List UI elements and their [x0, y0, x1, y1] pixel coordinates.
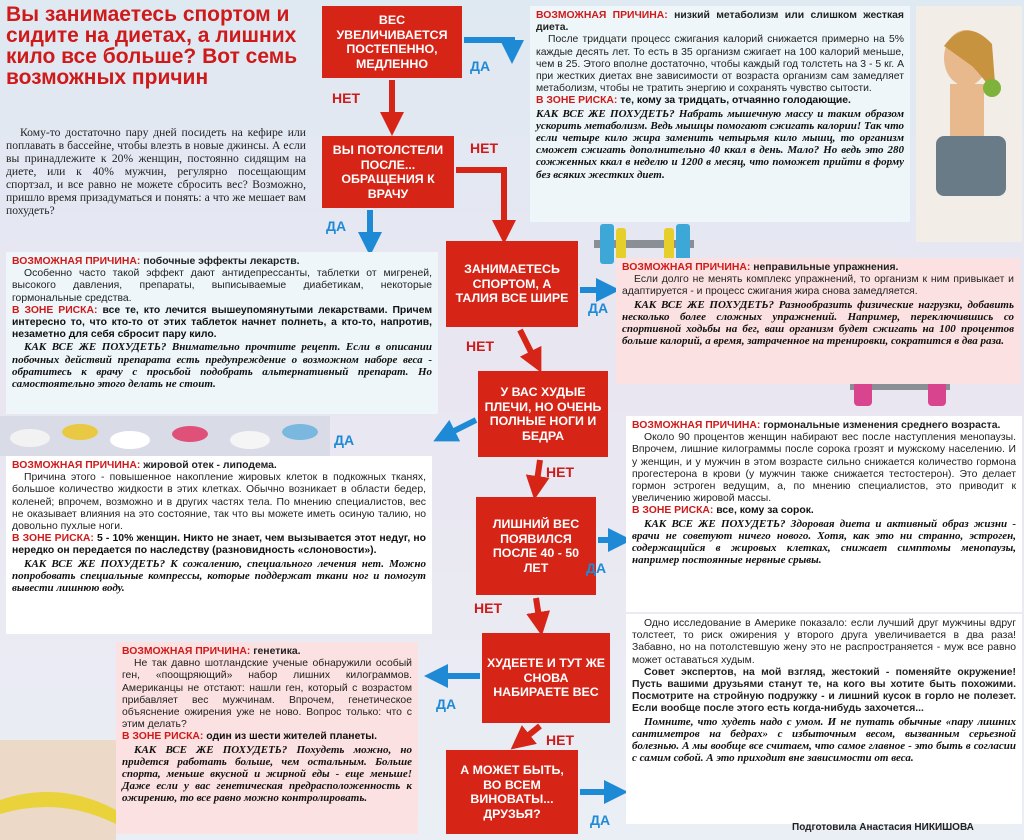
risk-text: все те, кто лечится вышеупомянутыми лекарствами. Причем интересно то, что кто-то от этих таблеток начнет полнеть, а кто-то, напротив, незаметно для себя сбросит пару кило.	[12, 304, 433, 341]
no-arrow-4	[536, 460, 540, 488]
risk-label: В ЗОНЕ РИСКА:	[536, 95, 618, 107]
cause-text: неправильные упражнения.	[753, 262, 899, 273]
question-1-text: ВЕС УВЕЛИЧИВАЕТСЯ ПОСТЕПЕННО, МЕДЛЕННО	[336, 13, 448, 71]
cause-text: побочные эффекты лекарств.	[143, 256, 300, 267]
cause-description: Причина этого - повышенное накопление жировых клеток в подкожных тканях, большое количество жидкости в этих клетках. Обычно возникает в области бедер, коленей; впрочем, возможно и в других частях тела. По мнению специалистов, вес не оказывает влияния на это состояние, так что вы можете иметь осиную талию, но довольно пухлые ноги.	[12, 472, 426, 533]
question-sport-waist	[446, 241, 578, 327]
no-arrow-5	[536, 598, 540, 624]
yes-label: ДА	[436, 696, 457, 712]
no-arrow-6	[520, 726, 540, 742]
risk-label: В ЗОНЕ РИСКА:	[122, 731, 204, 743]
cause-description: Особенно часто такой эффект дают антидепрессанты, таблетки от мигреней, высокого давления, препараты, выписываемые диабетикам, некоторые гормональные средства.	[12, 268, 432, 304]
no-label: НЕТ	[332, 90, 360, 106]
how-label: КАК ВСЕ ЖЕ ПОХУДЕТЬ?	[134, 743, 288, 756]
cause-text: генетика.	[253, 646, 301, 657]
cause-label: ВОЗМОЖНАЯ ПРИЧИНА:	[536, 10, 668, 21]
yes-arrow-1	[464, 40, 512, 52]
how-label: КАК ВСЕ ЖЕ ПОХУДЕТЬ?	[644, 517, 786, 530]
cause-label: ВОЗМОЖНАЯ ПРИЧИНА:	[622, 262, 751, 273]
question-friends	[446, 750, 578, 834]
cause-description: После тридцати процесс сжигания калорий снижается примерно на 5% каждые десять лет. То есть в 35 организм сжигает на 100 калорий меньше, чем в 25. Этого вполне достаточно, чтобы каждый год толстеть на 3 - 5 кг. А при жестких диетах вне зависимости от возраста организм сам замедляет метаболизм, чтобы не тратить энергию и сохранять чувство сытости.	[536, 34, 904, 95]
how-label: КАК ВСЕ ЖЕ ПОХУДЕТЬ?	[24, 557, 166, 570]
yes-label: ДА	[586, 560, 607, 576]
risk-text: те, кому за тридцать, отчаянно голодающие.	[620, 95, 851, 107]
question-3-text: ЗАНИМАЕТЕСЬ СПОРТОМ, А ТАЛИЯ ВСЕ ШИРЕ	[455, 262, 569, 306]
no-label: НЕТ	[474, 600, 502, 616]
no-arrow-3	[520, 330, 536, 362]
question-after-doctor	[322, 136, 454, 208]
friends-box	[626, 614, 1022, 824]
question-weight-gradual	[322, 6, 462, 78]
cause-exercise-box	[616, 258, 1020, 384]
yes-label: ДА	[470, 58, 491, 74]
intro-text: Кому-то достаточно пару дней посидеть на кефире или поплавать в бассейне, чтобы влезть в новые джинсы. А если вы принадлежите к 20% женщин, постоянно сидящим на диете, или к 40% мужчин, регулярно посещающим спортзал, и все равно не можете сбросить вес? Возможно, пришло время призадуматься и понять: а что же мешает вам похудеть?	[6, 126, 306, 217]
how-text: Внимательно прочтите рецепт. Если в описании побочных действий препарата есть предупреждение о возможном наборе веса - обратитесь к врачу с просьбой подобрать альтернативный препарат. Но самостоятельно этого делать не стоит.	[12, 341, 432, 391]
cause-text: гормональные изменения среднего возраста.	[763, 420, 1001, 431]
risk-label: В ЗОНЕ РИСКА:	[12, 304, 98, 316]
no-arrow-2	[456, 170, 504, 232]
question-6-text: ХУДЕЕТЕ И ТУТ ЖЕ СНОВА НАБИРАЕТЕ ВЕС	[486, 656, 606, 700]
cause-genetics-box	[116, 642, 418, 834]
yes-label: ДА	[590, 812, 611, 828]
risk-text: 5 - 10% женщин. Никто не знает, чем вызывается этот недуг, но нередко он передается по наследству (разновидность «слоновости»).	[12, 533, 426, 557]
yes-arrow-4	[444, 420, 476, 436]
how-text: К сожалению, специального лечения нет. Можно попробовать специальные компрессы, которые поддержат ткани ног и помогут вывести лишнюю воду.	[12, 557, 427, 595]
risk-label: В ЗОНЕ РИСКА:	[632, 505, 714, 517]
question-yo-yo	[482, 633, 610, 723]
friends-conclusion-text: Помните, что худеть надо с умом. И не путать обычные «пару лишних сантиметров на бедрах» с избыточным весом, вызванным серьезной болезнью. А мы вообще все считаем, что самое главное - это быть в согласии с самим собой. А это приходит вне зависимости от веса.	[632, 715, 1016, 765]
author-credit: Подготовила Анастасия НИКИШОВА	[792, 822, 974, 833]
how-text: Здоровая диета и активный образ жизни - врачи не советуют ничего нового. Хотя, как это ни странно, эстроген, содержащийся в жировых клетках, снижает симптомы менопаузы, например постоянные нервные срывы.	[632, 517, 1016, 567]
yes-label: ДА	[334, 432, 355, 448]
question-7-text: А МОЖЕТ БЫТЬ, ВО ВСЕМ ВИНОВАТЫ... ДРУЗЬЯ?	[460, 763, 564, 821]
question-thin-shoulders	[478, 371, 608, 457]
cause-label: ВОЗМОЖНАЯ ПРИЧИНА:	[12, 460, 141, 471]
friends-study-text: Одно исследование в Америке показало: если лучший друг мужчины вдруг толстеет, то риск ожирения у второго друга увеличивается в два раза! Забавно, но на потолстевшую жену это не распространяется - муж все равно может оставаться худым.	[632, 618, 1016, 666]
friends-advice-text: Совет экспертов, на мой взгляд, жестокий - поменяйте окружение! Пусть вашими друзьями станут те, на кого вы хотите быть похожими. Посмотрите на стройную подружку - и лишний кусок в горло не полезет. Если вообще после этого есть когда-нибудь захочется...	[632, 666, 1016, 715]
cause-lipedema-box	[6, 456, 432, 634]
cause-metabolism-box	[530, 6, 910, 222]
cause-label: ВОЗМОЖНАЯ ПРИЧИНА:	[632, 420, 761, 431]
cause-text: низкий метаболизм или слишком жесткая диета.	[536, 10, 904, 34]
risk-text: один из шести жителей планеты.	[206, 731, 378, 743]
how-text: Похудеть можно, но придется работать больше, чем остальным. Больше спорта, меньше вкусной и жирной еды - еще меньше! Даже если у вас генетическая предрасположенность к ожирению, то все равно можно контролировать.	[122, 743, 412, 805]
how-text: Разнообразить физические нагрузки, добавить несколько более сложных упражнений. Например, переключившись со спортивной ходьбы на бег, ваш организм будет сжигать на 100 процентов больше калорий, а время, затраченное на тренировки, сократится в два раза.	[622, 298, 1015, 348]
how-text: Набрать мышечную массу и таким образом ускорить метаболизм. Ведь мышцы помогают сжигать калории! Так что если четыре кило жира заменить четырьмя кило мышц, то организм сможет сжигать дополнительно 40 ккал в день. Мало? Но ведь это 280 сожженных ккал в неделю и 1200 в месяц, что поможет прийти в форму без всяких жестких диет.	[536, 107, 905, 181]
no-label: НЕТ	[546, 732, 574, 748]
how-label: КАК ВСЕ ЖЕ ПОХУДЕТЬ?	[24, 341, 167, 354]
yes-label: ДА	[588, 300, 609, 316]
risk-label: В ЗОНЕ РИСКА:	[12, 533, 94, 545]
question-4-text: У ВАС ХУДЫЕ ПЛЕЧИ, НО ОЧЕНЬ ПОЛНЫЕ НОГИ И БЕДРА	[484, 385, 602, 443]
question-2-text: ВЫ ПОТОЛСТЕЛИ ПОСЛЕ... ОБРАЩЕНИЯ К ВРАЧУ	[332, 143, 444, 201]
cause-description: Если долго не менять комплекс упражнений, то организм к ним привыкает и адаптируется - и процесс сжигания жира снова замедляется.	[622, 274, 1014, 298]
risk-text: все, кому за сорок.	[716, 505, 814, 517]
cause-hormonal-box	[626, 416, 1022, 612]
page-title: Вы занимаетесь спортом и сидите на диетах, а лишних кило все больше? Вот семь возможных причин	[6, 3, 298, 89]
cause-medication-box	[6, 252, 438, 414]
cause-text: жировой отек - липодема.	[143, 460, 277, 471]
no-label: НЕТ	[470, 140, 498, 156]
question-5-text: ЛИШНИЙ ВЕС ПОЯВИЛСЯ ПОСЛЕ 40 - 50 ЛЕТ	[492, 517, 580, 575]
question-after-40	[476, 497, 596, 595]
cause-label: ВОЗМОЖНАЯ ПРИЧИНА:	[122, 646, 251, 657]
no-label: НЕТ	[466, 338, 494, 354]
no-label: НЕТ	[546, 464, 574, 480]
how-label: КАК ВСЕ ЖЕ ПОХУДЕТЬ?	[634, 298, 774, 311]
yes-label: ДА	[326, 218, 347, 234]
how-label: КАК ВСЕ ЖЕ ПОХУДЕТЬ?	[536, 107, 675, 120]
cause-description: Не так давно шотландские ученые обнаружили особый ген, «поощряющий» набор лишних килограммов. Американцы не отстают: нашли ген, который с возрастом прибавляет вес мужчинам. Впрочем, генетическое объяснение ожирения уже не ново. Вопрос только: что с этим делать?	[122, 658, 412, 731]
cause-label: ВОЗМОЖНАЯ ПРИЧИНА:	[12, 256, 141, 267]
cause-description: Около 90 процентов женщин набирают вес после наступления менопаузы. Впрочем, лишние килограммы после сорока грозят и мужскому населению. И у женщин, и у мужчин в этом возрасте сильно снижается количество гормона прогестерона в крови (у мужчин также снижается тестостерон). Это делает гормон эстроген ведущим, а, по мнению специалистов, это приводит к увеличению жировой массы.	[632, 432, 1016, 505]
